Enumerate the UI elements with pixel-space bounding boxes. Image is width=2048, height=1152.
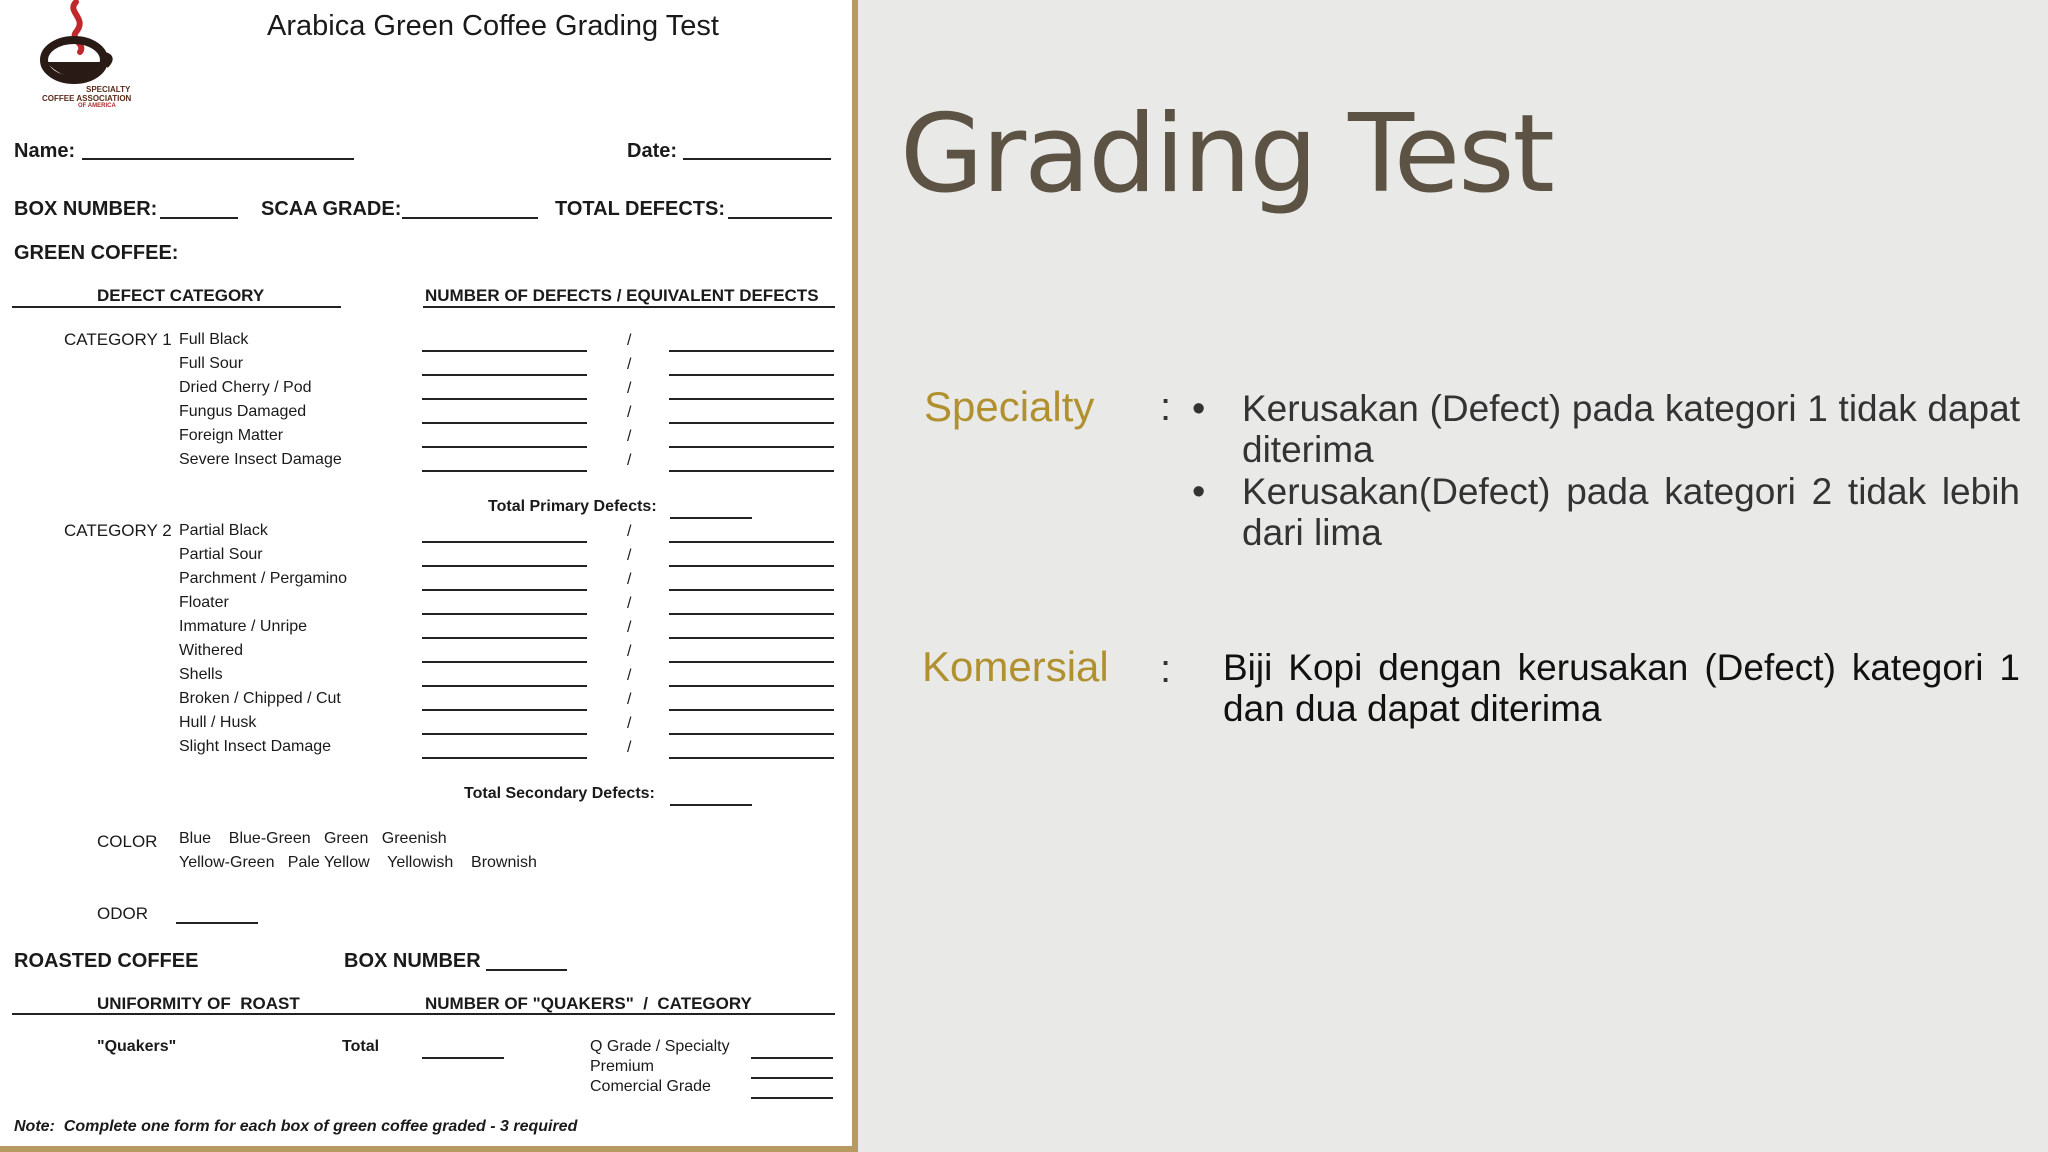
slash: /	[627, 691, 632, 708]
number-line	[422, 350, 587, 352]
scaa-logo	[26, 0, 166, 112]
equiv-line	[669, 422, 834, 424]
number-line	[422, 709, 587, 711]
uniformity-header: UNIFORMITY OF ROAST	[97, 994, 300, 1013]
total-defects-label: TOTAL DEFECTS:	[555, 198, 725, 220]
komersial-text: Biji Kopi dengan kerusakan (Defect) kategori 1 dan dua dapat diterima	[1223, 647, 2020, 729]
total-secondary-label: Total Secondary Defects:	[464, 785, 655, 802]
roasted-coffee-label: ROASTED COFFEE	[14, 950, 199, 972]
scaa-grade-label: SCAA GRADE:	[261, 198, 402, 220]
number-line	[422, 637, 587, 639]
specialty-label: Specialty	[924, 383, 1095, 430]
form-title: Arabica Green Coffee Grading Test	[267, 10, 719, 42]
defect-item: Fungus Damaged	[179, 403, 307, 420]
number-line	[422, 398, 587, 400]
number-line	[422, 613, 587, 615]
slash: /	[627, 404, 632, 421]
total-label: Total	[342, 1038, 380, 1055]
slash: /	[627, 332, 632, 349]
number-line	[422, 446, 587, 448]
slash: /	[627, 452, 632, 469]
slash: /	[627, 667, 632, 684]
number-line	[422, 733, 587, 735]
slash: /	[627, 619, 632, 636]
slide-title: Grading Test	[900, 92, 1553, 217]
equiv-line	[669, 757, 834, 759]
color-options-row1: Blue Blue-Green Green Greenish	[179, 830, 447, 847]
number-line	[422, 757, 587, 759]
number-equiv-header: NUMBER OF DEFECTS / EQUIVALENT DEFECTS	[425, 286, 819, 305]
number-line	[422, 685, 587, 687]
equiv-line	[669, 661, 834, 663]
komersial-colon: :	[1160, 647, 1172, 691]
logo-text-2: COFFEE ASSOCIATION	[42, 94, 132, 103]
equiv-line	[669, 350, 834, 352]
equiv-line	[669, 565, 834, 567]
roasted-box-line	[486, 969, 567, 971]
equiv-line	[669, 398, 834, 400]
equiv-line	[669, 733, 834, 735]
equiv-line	[669, 446, 834, 448]
equiv-line	[669, 685, 834, 687]
bullet-icon: •	[1192, 388, 1206, 430]
grade-line	[751, 1077, 833, 1079]
slash: /	[627, 380, 632, 397]
box-number-label: BOX NUMBER:	[14, 198, 158, 220]
number-line	[422, 374, 587, 376]
defect-item: Partial Sour	[179, 546, 263, 563]
odor-label: ODOR	[97, 904, 148, 923]
defect-item: Full Black	[179, 331, 249, 348]
grade-line	[751, 1057, 833, 1059]
color-label: COLOR	[97, 832, 158, 851]
roasted-box-number-label: BOX NUMBER	[344, 950, 481, 972]
defect-item: Broken / Chipped / Cut	[179, 690, 341, 707]
equiv-line	[669, 374, 834, 376]
equiv-line	[669, 470, 834, 472]
slide-content	[858, 0, 2048, 1152]
name-line	[82, 158, 354, 160]
logo-text-3: OF AMERICA	[78, 103, 116, 109]
specialty-colon: :	[1160, 385, 1172, 429]
name-label: Name:	[14, 140, 76, 162]
slash: /	[627, 715, 632, 732]
number-line	[422, 422, 587, 424]
coffee-cup-logo-icon	[36, 0, 136, 86]
category2-label: CATEGORY 2	[64, 521, 172, 540]
quakers-header: NUMBER OF "QUAKERS" / CATEGORY	[425, 994, 752, 1013]
komersial-label: Komersial	[922, 643, 1109, 690]
number-line	[422, 470, 587, 472]
slash: /	[627, 643, 632, 660]
quakers-label: "Quakers"	[97, 1038, 177, 1055]
bullet-icon: •	[1192, 471, 1206, 513]
category1-label: CATEGORY 1	[64, 330, 172, 349]
defect-item: Dried Cherry / Pod	[179, 379, 312, 396]
defect-item: Hull / Husk	[179, 714, 257, 731]
grade-option-q-specialty: Q Grade / Specialty	[590, 1038, 730, 1055]
green-coffee-label: GREEN COFFEE:	[14, 242, 179, 264]
defect-item: Severe Insect Damage	[179, 451, 342, 468]
total-primary-line	[670, 517, 752, 519]
date-line	[683, 158, 831, 160]
defect-item: Floater	[179, 594, 229, 611]
equiv-line	[669, 637, 834, 639]
grading-form	[0, 0, 858, 1152]
box-number-line	[160, 217, 238, 219]
equiv-line	[669, 613, 834, 615]
number-line	[422, 541, 587, 543]
defect-item: Parchment / Pergamino	[179, 570, 348, 587]
defect-item: Slight Insect Damage	[179, 738, 332, 755]
slash: /	[627, 571, 632, 588]
equiv-line	[669, 589, 834, 591]
specialty-bullet-1: Kerusakan (Defect) pada kategori 1 tidak dapat diterima	[1242, 388, 2020, 470]
defect-item: Partial Black	[179, 522, 268, 539]
date-label: Date:	[627, 140, 678, 162]
total-line	[422, 1057, 504, 1059]
total-primary-label: Total Primary Defects:	[488, 498, 657, 515]
equiv-line	[669, 541, 834, 543]
equiv-line	[669, 709, 834, 711]
defect-item: Shells	[179, 666, 223, 683]
total-secondary-line	[670, 804, 752, 806]
number-header-line	[423, 306, 835, 308]
defect-header-line	[12, 306, 341, 308]
defect-category-header: DEFECT CATEGORY	[97, 286, 265, 305]
defect-item: Withered	[179, 642, 244, 659]
roasted-header-line	[12, 1013, 835, 1015]
scaa-grade-line	[402, 217, 538, 219]
form-note: Note: Complete one form for each box of green coffee graded - 3 required	[14, 1118, 578, 1135]
slash: /	[627, 595, 632, 612]
slash: /	[627, 739, 632, 756]
defect-item: Foreign Matter	[179, 427, 284, 444]
grade-option-premium: Premium	[590, 1058, 655, 1075]
number-line	[422, 565, 587, 567]
slash: /	[627, 547, 632, 564]
grade-option-comercial: Comercial Grade	[590, 1078, 711, 1095]
slash: /	[627, 356, 632, 373]
number-line	[422, 661, 587, 663]
total-defects-line	[728, 217, 832, 219]
defect-item: Immature / Unripe	[179, 618, 308, 635]
slash: /	[627, 523, 632, 540]
grade-line	[751, 1097, 833, 1099]
defect-item: Full Sour	[179, 355, 244, 372]
odor-line	[176, 922, 258, 924]
number-line	[422, 589, 587, 591]
logo-text-1: SPECIALTY	[86, 85, 131, 94]
slash: /	[627, 428, 632, 445]
color-options-row2: Yellow-Green Pale Yellow Yellowish Brownish	[179, 854, 537, 871]
specialty-bullet-2: Kerusakan(Defect) pada kategori 2 tidak lebih dari lima	[1242, 471, 2020, 553]
